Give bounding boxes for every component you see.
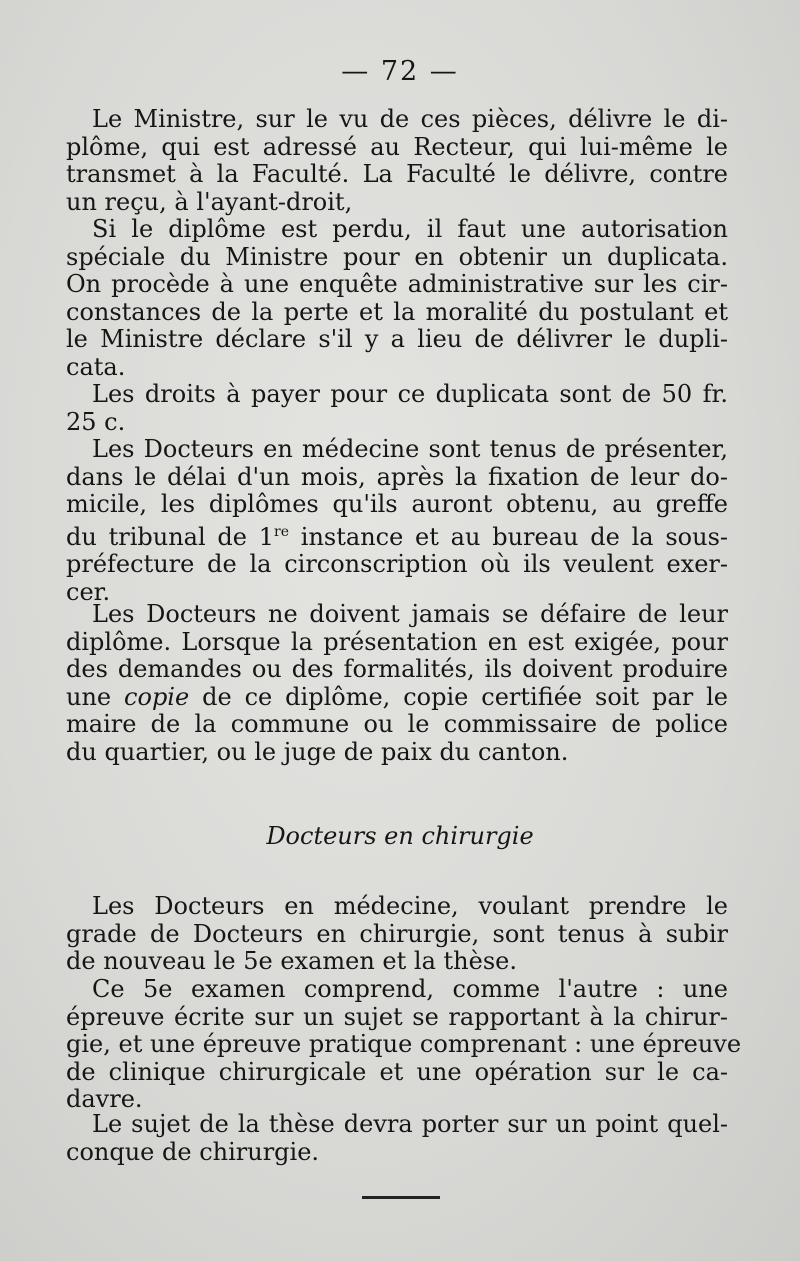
paragraph-diploma-delivery (66, 106, 728, 216)
text-line-copie (66, 684, 728, 712)
text-line: plôme, qui est adressé au Recteur, qui lui-même le (66, 132, 728, 161)
superscript: re (274, 523, 290, 540)
text-line: spéciale du Ministre pour en obtenir un duplicata. (66, 242, 728, 271)
paragraph-duplicate-fees (66, 381, 728, 436)
paragraph-fifth-exam (66, 975, 742, 1114)
text-line: cata. (66, 352, 126, 381)
text-line: Ce 5e examen comprend, comme l'autre : une (92, 975, 728, 1003)
text-line: de clinique chirurgicale et une opération sur le ca- (66, 1057, 728, 1086)
text-line: Le Ministre, sur le vu de ces pièces, délivre le di- (92, 105, 728, 133)
text-line: constances de la perte et la moralité du postulant et (66, 297, 728, 326)
italic-word: copie (124, 682, 190, 711)
text-line: diplôme. Lorsque la présentation en est exigée, pour (66, 627, 728, 656)
text-line: maire de la commune ou le commissaire de police (66, 710, 728, 738)
text-line: grade de Docteurs en chirurgie, sont tenus à subir (66, 919, 728, 948)
text-line: un reçu, à l'ayant-droit, (66, 187, 353, 216)
paragraph-thesis-subject (66, 1111, 728, 1166)
paragraph-registration (66, 436, 728, 606)
closing-rule (362, 1196, 440, 1199)
text-line: de nouveau le 5e examen et la thèse. (66, 947, 517, 975)
text-fragment: une (66, 682, 125, 711)
paragraph-surgery-doctors (66, 893, 728, 976)
text-line: des demandes ou des formalités, ils doivent produire (66, 655, 728, 683)
text-line: Le sujet de la thèse devra porter sur un point quel- (92, 1110, 728, 1138)
text-line: 25 c. (66, 407, 126, 436)
text-line: le Ministre déclare s'il y a lieu de délivrer le dupli- (66, 325, 728, 353)
text-line: épreuve écrite sur un sujet se rapportant à la chirur- (66, 1002, 728, 1031)
text-line: conque de chirurgie. (66, 1137, 320, 1166)
text-line: gie, et une épreuve pratique comprenant : une épreuve (66, 1030, 742, 1058)
text-line: On procède à une enquête administrative sur les cir- (66, 270, 728, 298)
text-line: cer. (66, 577, 111, 606)
paragraph-lost-diploma (66, 216, 728, 381)
text-line: dans le délai d'un mois, après la fixation de leur do- (66, 462, 728, 491)
text-line-tribunal (66, 519, 728, 552)
paragraph-keeping-diploma (66, 601, 728, 766)
text-line: transmet à la Faculté. La Faculté le délivre, contre (66, 160, 728, 188)
page-number: — 72 — (341, 56, 459, 87)
text-fragment: du tribunal de 1 (66, 522, 275, 551)
text-fragment: de ce diplôme, copie certifiée soit par le (189, 682, 729, 711)
text-line: préfecture de la circonscription où ils veulent exer- (66, 550, 728, 578)
text-line: Les Docteurs en médecine, voulant prendre le (92, 892, 728, 920)
section-heading: Docteurs en chirurgie (266, 822, 534, 850)
text-line: Les Docteurs ne doivent jamais se défaire de leur (92, 600, 728, 628)
text-line: Les droits à payer pour ce duplicata sont de 50 fr. (92, 380, 728, 408)
text-line: Si le diplôme est perdu, il faut une autorisation (92, 215, 728, 243)
text-line: du quartier, ou le juge de paix du canton. (66, 737, 569, 766)
text-line: Les Docteurs en médecine sont tenus de présenter, (92, 435, 728, 463)
text-fragment: instance et au bureau de la sous- (289, 522, 728, 551)
text-line: micile, les diplômes qu'ils auront obtenu, au greffe (66, 490, 728, 518)
text-line: davre. (66, 1085, 143, 1113)
